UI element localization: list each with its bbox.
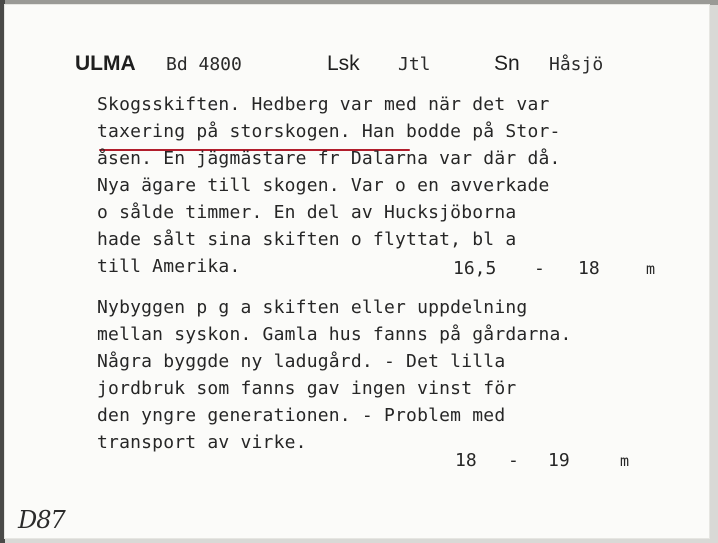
paragraph1-line: till Amerika. xyxy=(97,256,241,277)
paragraph2-line: mellan syskon. Gamla hus fanns på gårdarna. xyxy=(97,324,572,345)
project-code: ULMA xyxy=(75,52,136,75)
paragraph1-line: hade sålt sina skiften o flyttat, bl a xyxy=(97,229,517,250)
paragraph2-line: transport av virke. xyxy=(97,432,307,453)
landskap-label: Lsk xyxy=(327,52,360,75)
range2-to: 19 xyxy=(548,450,570,471)
paragraph2-line: jordbruk som fanns gav ingen vinst för xyxy=(97,378,517,399)
paragraph1-line: Skogsskiften. Hedberg var med när det var xyxy=(97,94,550,115)
paragraph1-line: åsen. En jägmästare fr Dalarna var där då. xyxy=(97,148,561,169)
range1-to: 18 xyxy=(578,258,600,279)
paragraph1-line: taxering på storskogen. Han bodde på Stor- xyxy=(97,121,561,142)
range2-unit: m xyxy=(620,452,630,470)
socken-value: Håsjö xyxy=(549,54,604,75)
handwritten-card-code: D87 xyxy=(18,506,65,534)
paragraph2-line: Några byggde ny ladugård. - Det lilla xyxy=(97,351,506,372)
landskap-value: Jtl xyxy=(398,54,431,75)
range1-unit: m xyxy=(646,260,656,278)
range1-from: 16,5 xyxy=(453,258,497,279)
paragraph2-line: Nybyggen p g a skiften eller uppdelning xyxy=(97,297,528,318)
volume-number: Bd 4800 xyxy=(166,54,242,75)
socken-label: Sn xyxy=(494,52,520,75)
range2-dash: - xyxy=(508,450,519,471)
range1-dash: - xyxy=(534,258,545,279)
paragraph1-line: o sålde timmer. En del av Hucksjöborna xyxy=(97,202,517,223)
range2-from: 18 xyxy=(455,450,477,471)
paragraph2-line: den yngre generationen. - Problem med xyxy=(97,405,506,426)
paragraph1-line: Nya ägare till skogen. Var o en avverkade xyxy=(97,175,550,196)
